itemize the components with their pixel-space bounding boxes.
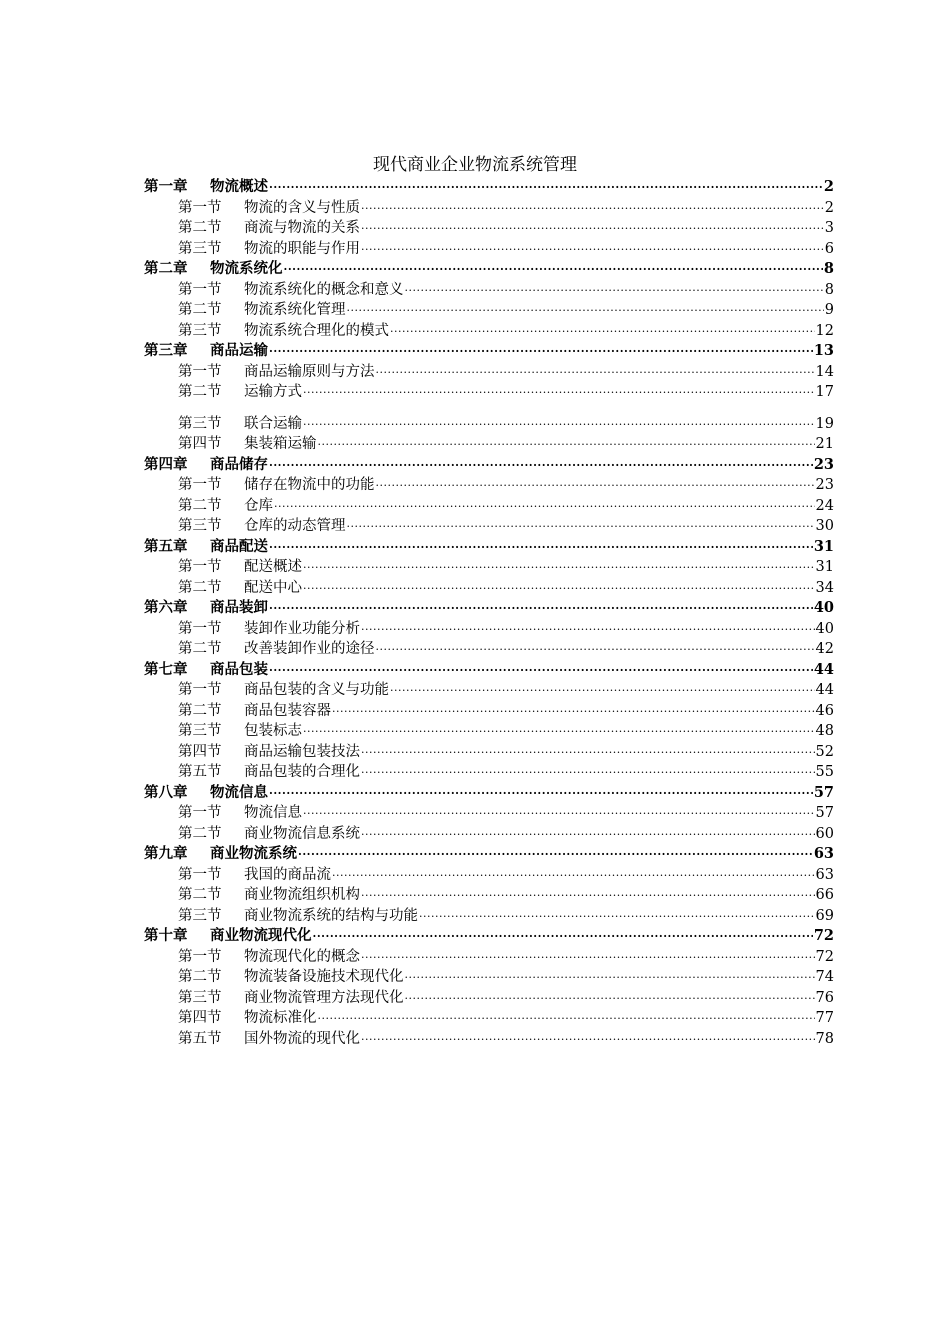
toc-chapter-entry[interactable]	[144, 341, 834, 362]
toc-section-entry[interactable]	[144, 1029, 834, 1050]
dot-leader	[390, 322, 815, 343]
section-number: 第四节	[178, 1010, 222, 1026]
page-number: 40	[813, 599, 834, 616]
section-number: 第二节	[178, 579, 222, 596]
table-of-contents	[144, 177, 834, 1049]
chapter-number: 第一章	[144, 178, 188, 195]
section-title: 物流信息	[244, 805, 302, 821]
section-title: 物流系统合理化的模式	[244, 322, 389, 339]
section-title: 商业物流信息系统	[244, 825, 360, 842]
chapter-title: 物流系统化	[210, 260, 283, 277]
page-number: 69	[815, 907, 834, 924]
section-title: 商业物流系统的结构与功能	[244, 907, 418, 924]
page-number: 63	[813, 845, 834, 862]
page-number: 13	[813, 342, 834, 359]
section-number: 第三节	[178, 240, 222, 257]
section-number: 第三节	[178, 415, 222, 432]
section-number: 第四节	[178, 743, 222, 760]
toc-section-entry[interactable]	[144, 721, 834, 742]
dot-leader	[361, 825, 815, 846]
toc-chapter-entry[interactable]	[144, 660, 834, 681]
toc-chapter-entry[interactable]	[144, 844, 834, 865]
dot-leader	[318, 435, 815, 456]
toc-chapter-entry[interactable]	[144, 926, 834, 947]
section-number: 第二节	[178, 220, 222, 236]
toc-section-entry[interactable]	[144, 516, 834, 537]
page-number: 31	[815, 559, 834, 575]
toc-section-entry[interactable]	[144, 362, 834, 383]
dot-leader	[361, 199, 824, 220]
toc-section-entry[interactable]	[144, 906, 834, 927]
section-title: 商品包装的合理化	[244, 764, 360, 780]
chapter-number: 第六章	[144, 599, 188, 616]
section-number: 第五节	[178, 764, 222, 780]
section-title: 仓库的动态管理	[244, 518, 346, 534]
page-number: 48	[815, 723, 834, 739]
section-number: 第一节	[178, 866, 222, 883]
toc-section-entry[interactable]	[144, 218, 834, 239]
section-title: 商品运输包装技法	[244, 743, 360, 760]
section-title: 商业物流管理方法现代化	[244, 989, 404, 1006]
toc-section-entry[interactable]	[144, 321, 834, 342]
section-title: 运输方式	[244, 384, 302, 400]
page-number: 8	[823, 260, 834, 277]
toc-section-entry[interactable]	[144, 803, 834, 824]
dot-leader	[347, 301, 824, 322]
section-number: 第一节	[178, 682, 222, 698]
section-title: 物流系统化管理	[244, 302, 346, 318]
section-number: 第三节	[178, 322, 222, 339]
toc-section-entry[interactable]	[144, 414, 834, 435]
dot-leader	[298, 845, 813, 866]
page-number: 8	[824, 281, 834, 298]
section-title: 商品运输原则与方法	[244, 363, 375, 380]
section-title: 物流的职能与作用	[244, 240, 360, 257]
section-number: 第二节	[178, 497, 222, 514]
page-number: 57	[813, 783, 834, 801]
dot-leader	[269, 538, 813, 559]
page-number: 23	[815, 477, 834, 493]
dot-leader	[361, 240, 824, 261]
section-title: 配送概述	[244, 559, 302, 575]
section-number: 第四节	[178, 436, 222, 452]
section-title: 集装箱运输	[244, 436, 317, 452]
chapter-number: 第三章	[144, 342, 188, 359]
chapter-title: 商业物流现代化	[210, 927, 312, 944]
dot-leader	[269, 784, 813, 805]
toc-section-entry[interactable]	[144, 496, 834, 517]
dot-leader	[361, 219, 824, 240]
section-number: 第五节	[178, 1030, 222, 1047]
section-number: 第二节	[178, 825, 222, 842]
section-number: 第三节	[178, 723, 222, 739]
dot-leader	[361, 743, 815, 764]
page-number: 21	[815, 436, 834, 452]
toc-chapter-entry[interactable]	[144, 177, 834, 198]
page-number: 60	[815, 825, 834, 842]
page-number: 76	[815, 989, 834, 1006]
section-title: 改善装卸作业的途径	[244, 641, 375, 657]
toc-section-entry[interactable]	[144, 988, 834, 1009]
page-number: 40	[815, 620, 834, 637]
page-number: 72	[815, 948, 834, 965]
dot-leader	[332, 702, 815, 723]
section-title: 仓库	[244, 497, 273, 514]
document-title: 现代商业企业物流系统管理	[373, 155, 577, 175]
dot-leader	[376, 476, 815, 497]
page-number: 55	[815, 764, 834, 780]
dot-leader	[361, 620, 815, 641]
toc-section-entry[interactable]	[144, 865, 834, 886]
toc-section-entry[interactable]	[144, 742, 834, 763]
toc-section-entry[interactable]	[144, 824, 834, 845]
page-number: 2	[824, 199, 834, 216]
dot-leader	[284, 260, 823, 281]
section-title: 国外物流的现代化	[244, 1030, 360, 1047]
dot-leader	[303, 579, 815, 600]
dot-leader	[419, 907, 815, 928]
dot-leader	[318, 1009, 815, 1030]
dot-leader	[303, 558, 815, 579]
section-title: 储存在物流中的功能	[244, 477, 375, 493]
chapter-title: 物流概述	[210, 178, 268, 195]
dot-leader	[376, 363, 815, 384]
dot-leader	[274, 497, 815, 518]
chapter-title: 商品装卸	[210, 599, 268, 616]
toc-chapter-entry[interactable]	[144, 783, 834, 804]
page-number: 42	[815, 641, 834, 657]
dot-leader	[361, 1030, 815, 1051]
dot-leader	[361, 763, 815, 784]
page-number: 52	[815, 743, 834, 760]
dot-leader	[361, 948, 815, 969]
section-title: 商品包装的含义与功能	[244, 682, 389, 698]
dot-leader	[405, 281, 824, 302]
chapter-number: 第二章	[144, 260, 188, 277]
section-title: 包装标志	[244, 723, 302, 739]
chapter-number: 第八章	[144, 783, 188, 801]
dot-leader	[269, 661, 813, 682]
section-title: 物流系统化的概念和意义	[244, 281, 404, 298]
section-number: 第二节	[178, 384, 222, 400]
page-number: 30	[815, 518, 834, 534]
dot-leader	[361, 886, 815, 907]
section-title: 配送中心	[244, 579, 302, 596]
section-number: 第三节	[178, 989, 222, 1006]
page-number: 3	[824, 220, 834, 236]
dot-leader	[269, 178, 823, 199]
page-number: 44	[815, 682, 834, 698]
section-title: 物流装备设施技术现代化	[244, 969, 404, 985]
dot-leader	[269, 342, 813, 363]
toc-section-entry[interactable]	[144, 639, 834, 660]
chapter-number: 第九章	[144, 845, 188, 862]
section-title: 商业物流组织机构	[244, 887, 360, 903]
section-title: 装卸作业功能分析	[244, 620, 360, 637]
page-number: 74	[815, 969, 834, 985]
dot-leader	[376, 640, 815, 661]
page-number: 2	[823, 178, 834, 195]
page-number: 66	[815, 887, 834, 903]
section-number: 第一节	[178, 620, 222, 637]
toc-chapter-entry[interactable]	[144, 259, 834, 280]
toc-section-entry[interactable]	[144, 967, 834, 988]
dot-leader	[303, 383, 815, 404]
section-number: 第一节	[178, 559, 222, 575]
section-number: 第二节	[178, 702, 222, 719]
toc-section-entry[interactable]	[144, 239, 834, 260]
toc-section-entry[interactable]	[144, 382, 834, 403]
toc-section-entry[interactable]	[144, 475, 834, 496]
page-number: 17	[815, 384, 834, 400]
toc-section-entry[interactable]	[144, 885, 834, 906]
chapter-number: 第七章	[144, 660, 188, 678]
page-number: 34	[815, 579, 834, 596]
chapter-title: 商业物流系统	[210, 845, 297, 862]
dot-leader	[332, 866, 815, 887]
page-number: 78	[815, 1030, 834, 1047]
page-number: 19	[815, 415, 834, 432]
page-number: 31	[813, 537, 834, 555]
page-number: 12	[815, 322, 834, 339]
toc-section-entry[interactable]	[144, 198, 834, 219]
section-number: 第二节	[178, 641, 222, 657]
toc-chapter-entry[interactable]	[144, 537, 834, 558]
chapter-title: 商品配送	[210, 537, 268, 555]
dot-leader	[405, 989, 815, 1010]
section-title: 我国的商品流	[244, 866, 331, 883]
section-title: 物流标准化	[244, 1010, 317, 1026]
section-number: 第二节	[178, 302, 222, 318]
toc-section-entry[interactable]	[144, 701, 834, 722]
dot-leader	[269, 456, 813, 477]
toc-section-entry[interactable]	[144, 578, 834, 599]
section-title: 物流现代化的概念	[244, 948, 360, 965]
page-number: 57	[815, 805, 834, 821]
section-number: 第一节	[178, 477, 222, 493]
page-number: 23	[813, 455, 834, 473]
chapter-number: 第十章	[144, 927, 188, 944]
section-number: 第二节	[178, 887, 222, 903]
dot-leader	[390, 681, 815, 702]
dot-leader	[269, 599, 813, 620]
page-number: 24	[815, 497, 834, 514]
chapter-title: 商品储存	[210, 455, 268, 473]
chapter-number: 第四章	[144, 455, 188, 473]
section-number: 第一节	[178, 281, 222, 298]
dot-leader	[303, 722, 815, 743]
toc-section-entry[interactable]	[144, 1008, 834, 1029]
chapter-title: 物流信息	[210, 783, 268, 801]
section-number: 第二节	[178, 969, 222, 985]
page-number: 44	[813, 660, 834, 678]
page-number: 72	[813, 927, 834, 944]
toc-section-entry[interactable]	[144, 557, 834, 578]
section-number: 第一节	[178, 948, 222, 965]
page-number: 46	[815, 702, 834, 719]
section-number: 第三节	[178, 907, 222, 924]
section-title: 商品包装容器	[244, 702, 331, 719]
toc-section-entry[interactable]	[144, 947, 834, 968]
chapter-title: 商品包装	[210, 660, 268, 678]
toc-chapter-entry[interactable]	[144, 455, 834, 476]
page-number: 14	[815, 363, 834, 380]
toc-section-entry[interactable]	[144, 762, 834, 783]
page-number: 6	[824, 240, 834, 257]
section-number: 第一节	[178, 363, 222, 380]
chapter-number: 第五章	[144, 537, 188, 555]
section-number: 第三节	[178, 518, 222, 534]
section-number: 第一节	[178, 199, 222, 216]
chapter-title: 商品运输	[210, 342, 268, 359]
section-title: 物流的含义与性质	[244, 199, 360, 216]
dot-leader	[303, 415, 815, 436]
page-number: 77	[815, 1010, 834, 1026]
toc-chapter-entry[interactable]	[144, 598, 834, 619]
toc-section-entry[interactable]	[144, 300, 834, 321]
section-title: 联合运输	[244, 415, 302, 432]
page-number: 9	[824, 302, 834, 318]
toc-section-entry[interactable]	[144, 280, 834, 301]
dot-leader	[347, 517, 815, 538]
section-number: 第一节	[178, 805, 222, 821]
dot-leader	[405, 968, 815, 989]
toc-section-entry[interactable]	[144, 680, 834, 701]
section-title: 商流与物流的关系	[244, 220, 360, 236]
toc-section-entry[interactable]	[144, 434, 834, 455]
dot-leader	[313, 927, 813, 948]
page-number: 63	[815, 866, 834, 883]
dot-leader	[303, 804, 815, 825]
toc-section-entry[interactable]	[144, 619, 834, 640]
